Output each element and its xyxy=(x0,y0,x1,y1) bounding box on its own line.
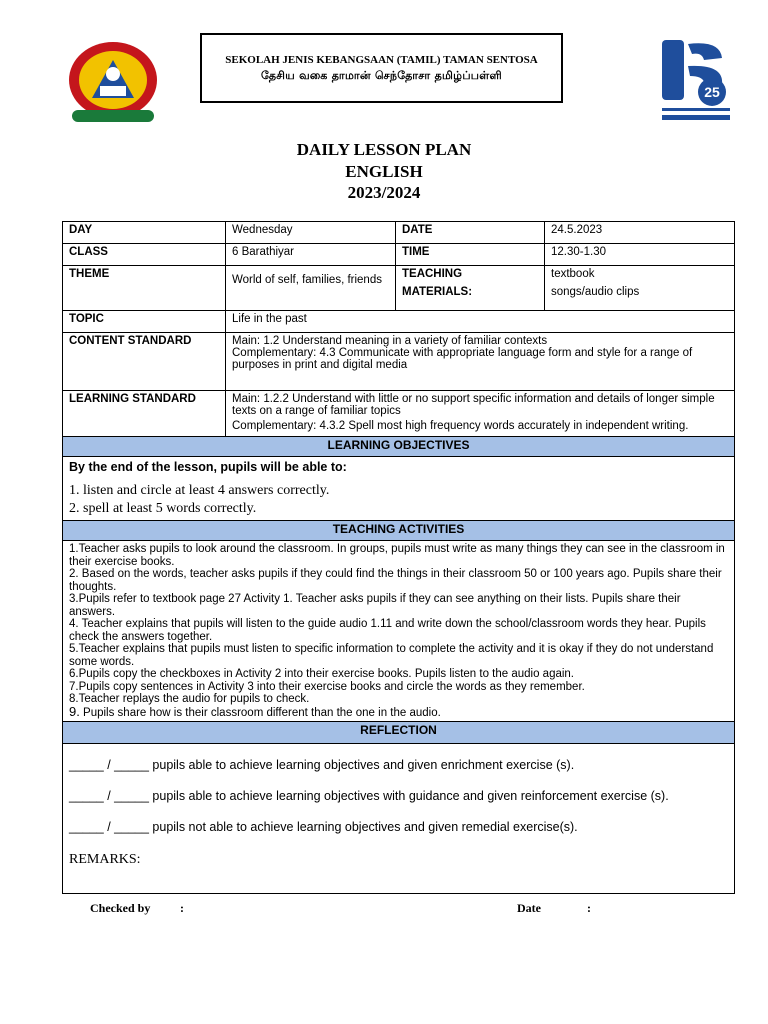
checked-by-colon: : xyxy=(180,901,184,915)
program-logo-number: 25 xyxy=(704,84,720,100)
title-subject: ENGLISH xyxy=(345,162,423,181)
topic-label: TOPIC xyxy=(63,311,226,333)
class-value: 6 Barathiyar xyxy=(226,244,396,266)
reflection-section xyxy=(63,744,735,894)
learning-objectives-band: LEARNING OBJECTIVES xyxy=(63,437,735,457)
objectives-intro: By the end of the lesson, pupils will be able to: xyxy=(69,460,347,474)
activity-item: 5.Teacher explains that pupils must listen to specific information to complete the activity and it is okay if they do not understand some words. xyxy=(69,643,714,668)
activity-item: 4. Teacher explains that pupils will listen to the guide audio 1.11 and write down the school/classroom words they hear. Pupils check the answers together. xyxy=(69,618,706,643)
reflection-line: _____ / _____ pupils able to achieve learning objectives and given enrichment exercise (s). xyxy=(69,758,575,772)
day-label: DAY xyxy=(63,222,226,244)
time-value: 12.30-1.30 xyxy=(545,244,735,266)
theme-value: World of self, families, friends xyxy=(226,266,396,311)
learning-standard-label: LEARNING STANDARD xyxy=(63,391,226,437)
day-value: Wednesday xyxy=(226,222,396,244)
activity-item: 3.Pupils refer to textbook page 27 Activity 1. Teacher asks pupils if they can see anything on their lists. Pupils share their answers. xyxy=(69,593,681,618)
activity-item: 7.Pupils copy sentences in Activity 3 into their exercise books and circle the words as they remember. xyxy=(69,680,585,693)
teaching-activities xyxy=(63,541,735,722)
school-logo xyxy=(62,40,164,124)
content-standard-label: CONTENT STANDARD xyxy=(63,333,226,391)
school-name: SEKOLAH JENIS KEBANGSAAN (TAMIL) TAMAN SENTOSA xyxy=(225,54,538,66)
program-logo xyxy=(658,36,734,122)
checked-by-label: Checked by xyxy=(90,901,151,915)
objective-item: 1. listen and circle at least 4 answers correctly. xyxy=(69,483,330,498)
date-value: 24.5.2023 xyxy=(545,222,735,244)
teaching-activities-band: TEACHING ACTIVITIES xyxy=(63,521,735,541)
time-label: TIME xyxy=(396,244,545,266)
materials-label: TEACHING MATERIALS: xyxy=(396,266,545,311)
learning-standard-value: Main: 1.2.2 Understand with little or no support specific information and details of longer simple texts on a range of familiar topics Complementary: 4.3.2 Spell most high frequency words accurately in independent writing. xyxy=(226,391,735,437)
reflection-band: REFLECTION xyxy=(63,722,735,744)
lesson-plan-table xyxy=(62,221,735,894)
school-name-box xyxy=(200,33,563,103)
theme-label: THEME xyxy=(63,266,226,311)
activity-item: 9. Pupils share how is their classroom different than the one in the audio. xyxy=(69,703,441,719)
activity-item: 1.Teacher asks pupils to look around the classroom. In groups, pupils must write as many things they can see in the classroom in their exercise books. xyxy=(69,543,725,568)
title-year: 2023/2024 xyxy=(347,183,421,202)
topic-value: Life in the past xyxy=(226,311,735,333)
title-line1: DAILY LESSON PLAN xyxy=(296,140,472,159)
activity-item: 2. Based on the words, teacher asks pupils if they could find the things in their classroom 50 or 100 years ago. Pupils share their thoughts. xyxy=(69,568,722,593)
reflection-line: _____ / _____ pupils not able to achieve learning objectives and given remedial exercise(s). xyxy=(69,820,578,834)
footer-date-colon: : xyxy=(587,901,591,915)
objective-item: 2. spell at least 5 words correctly. xyxy=(69,501,257,516)
reflection-line: _____ / _____ pupils able to achieve learning objectives with guidance and given reinforcement exercise (s). xyxy=(69,789,669,803)
materials-value: textbook songs/audio clips xyxy=(545,266,735,311)
class-label: CLASS xyxy=(63,244,226,266)
remarks-label: REMARKS: xyxy=(69,852,141,867)
learning-objectives xyxy=(63,457,735,521)
date-label: DATE xyxy=(396,222,545,244)
school-name-tamil: தேசிய வகை தாமான் செந்தோசா தமிழ்ப்பள்ளி xyxy=(261,69,502,82)
content-standard-value: Main: 1.2 Understand meaning in a variety of familiar contexts Complementary: 4.3 Communicate with appropriate language form and style for a range of purposes in print and digital media xyxy=(226,333,735,391)
activity-item: 6.Pupils copy the checkboxes in Activity 2 into their exercise books. Pupils listen to the audio again. xyxy=(69,668,575,680)
activity-item: 8.Teacher replays the audio for pupils to check. xyxy=(69,693,310,705)
footer-date-label: Date xyxy=(517,901,541,915)
